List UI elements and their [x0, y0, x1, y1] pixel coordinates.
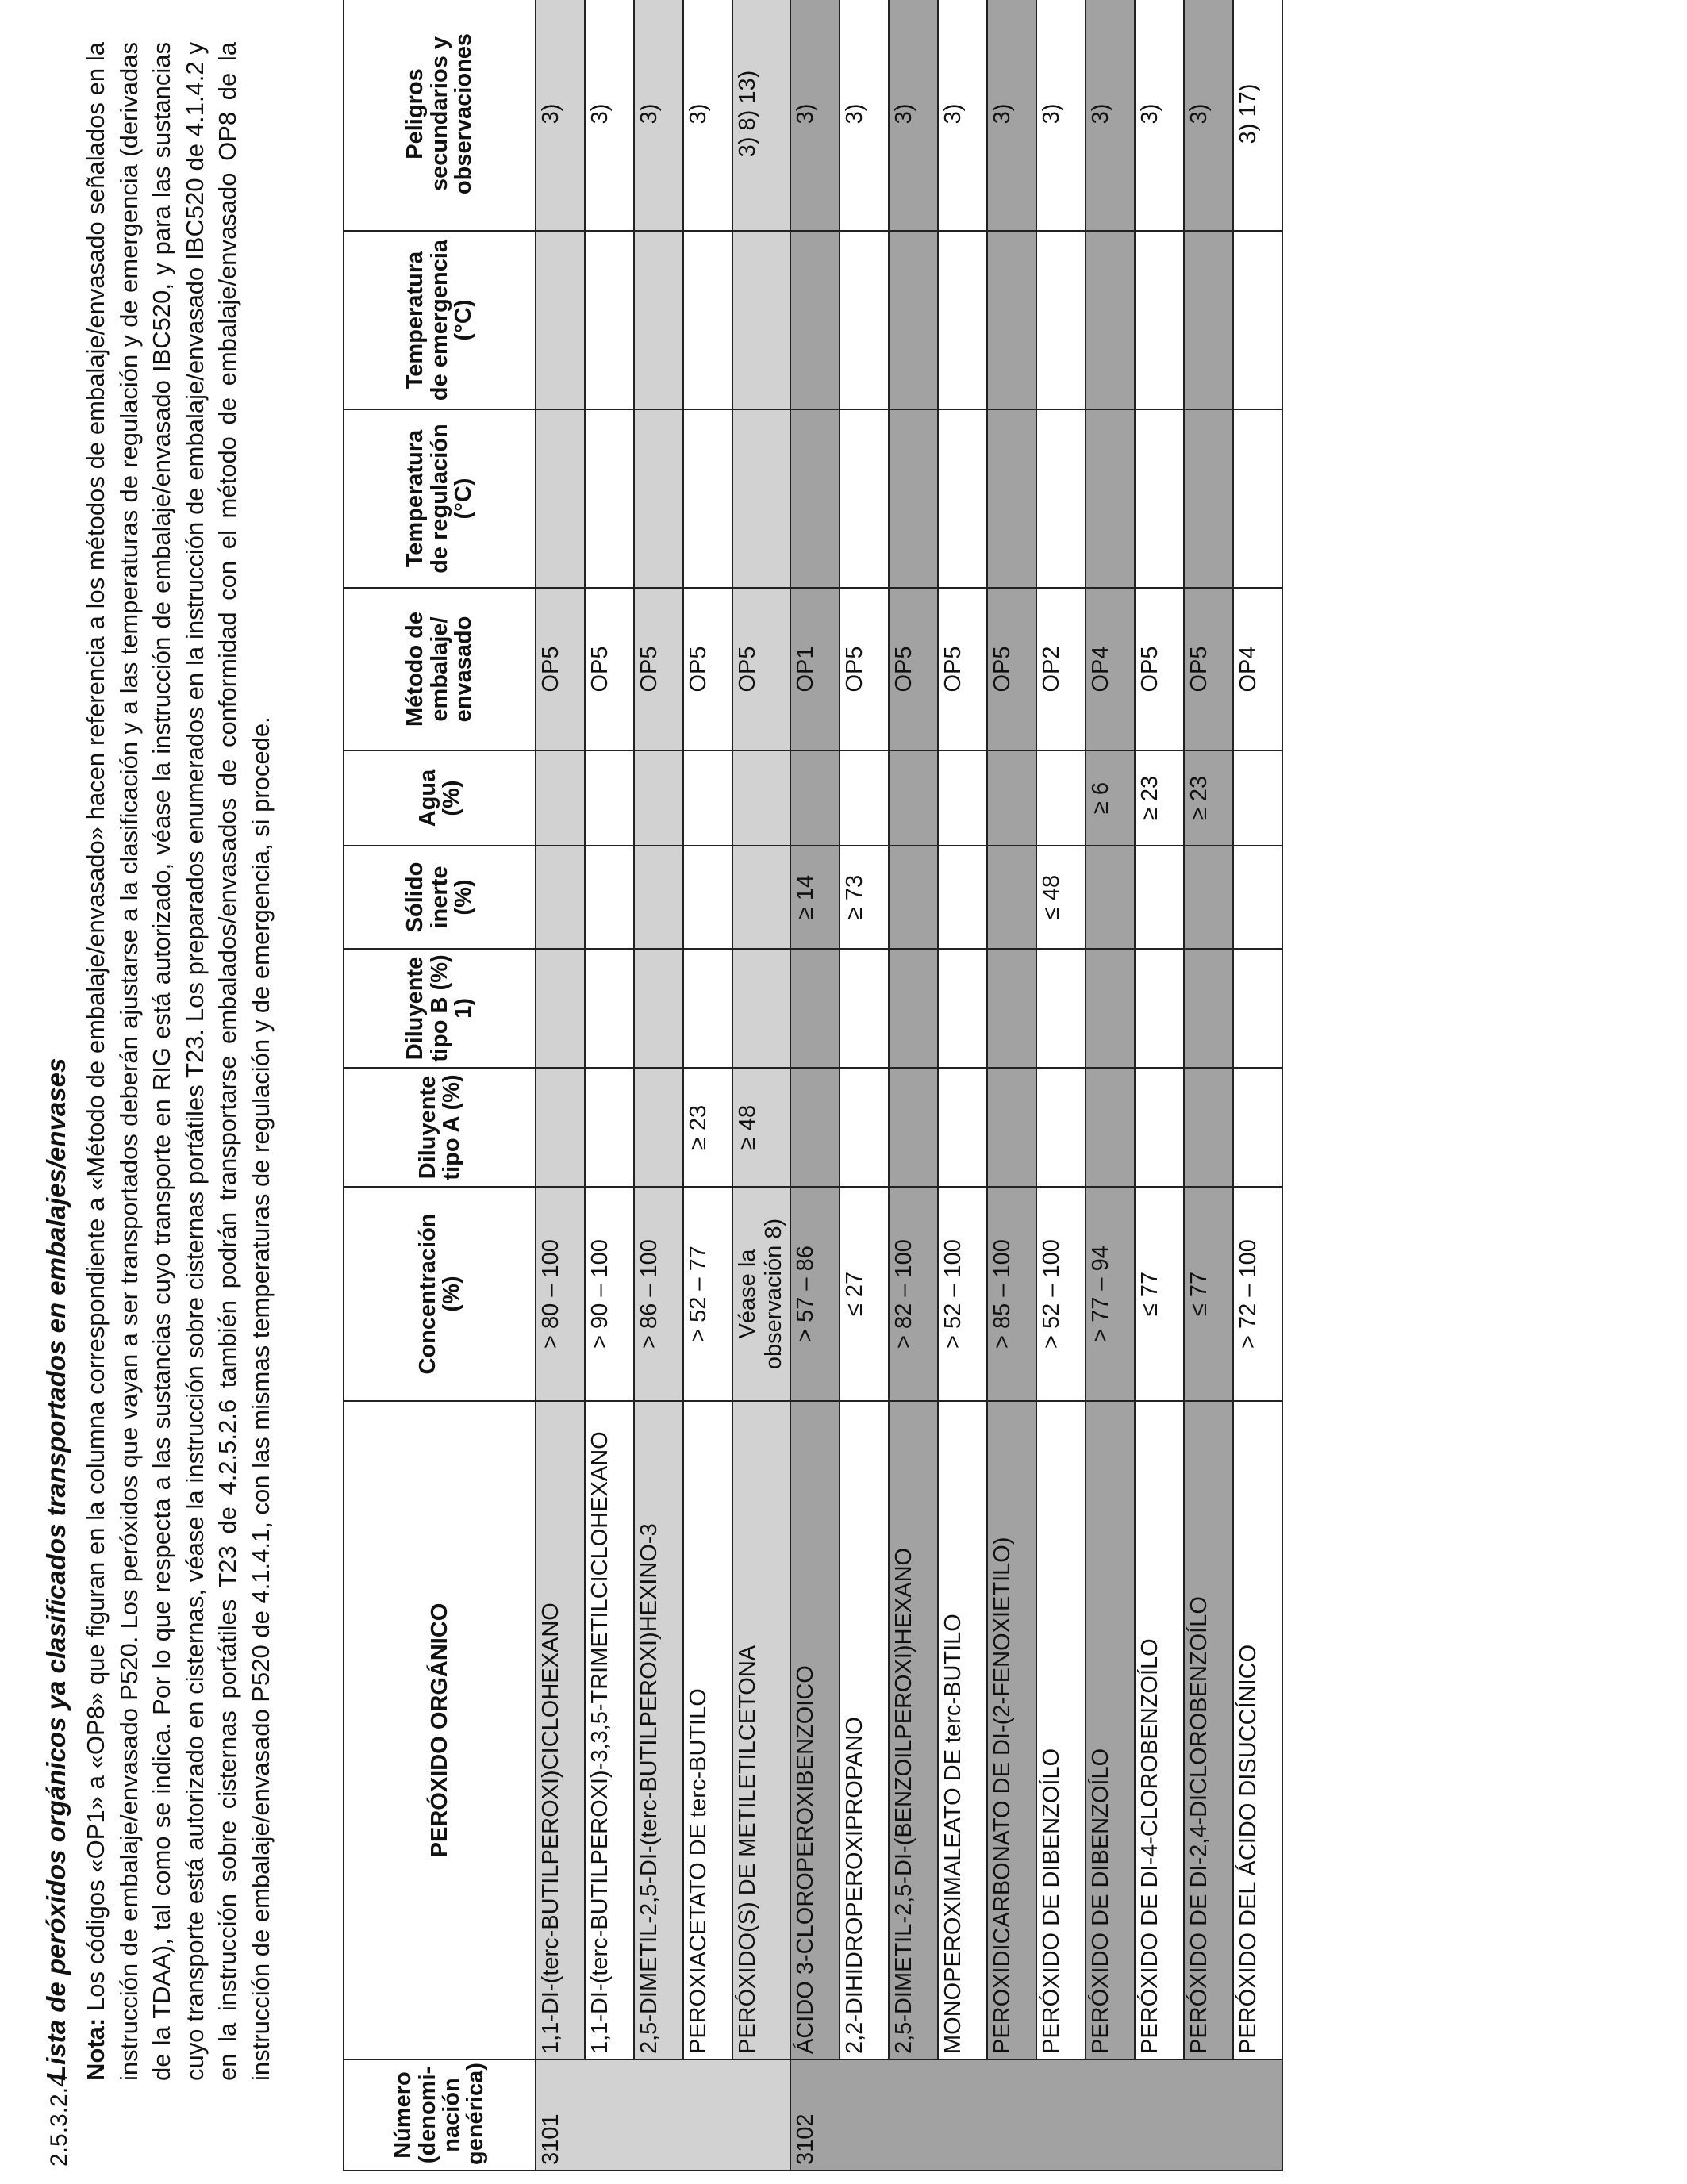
cell-concentration: > 82 – 100	[889, 1187, 938, 1401]
cell-concentration: > 72 – 100	[1233, 1187, 1282, 1401]
cell-water	[683, 750, 732, 846]
cell-diluent-b	[1036, 949, 1086, 1068]
cell-concentration: ≤ 77	[1135, 1187, 1184, 1401]
cell-number: 3102	[790, 2059, 840, 2171]
cell-packing-method: OP5	[585, 588, 634, 750]
cell-packing-method: OP5	[889, 588, 938, 750]
cell-peroxide: PERÓXIDO DE DI-4-CLOROBENZOÍLO	[1135, 1401, 1184, 2059]
cell-diluent-b	[683, 949, 732, 1068]
header-packing-method: Método de embalaje/ envasado	[344, 588, 536, 750]
cell-number	[634, 2059, 683, 2171]
cell-inert-solid: ≤ 48	[1036, 846, 1086, 949]
table-body	[536, 0, 1282, 2171]
cell-emergency-temp	[732, 231, 790, 409]
cell-emergency-temp	[1233, 231, 1282, 409]
cell-number	[1233, 2059, 1282, 2171]
cell-concentration: > 85 – 100	[987, 1187, 1036, 1401]
cell-peroxide: PEROXIDICARBONATO DE DI-(2-FENOXIETILO)	[987, 1401, 1036, 2059]
cell-water	[790, 750, 840, 846]
cell-control-temp	[1086, 409, 1135, 588]
cell-packing-method: OP5	[536, 588, 585, 750]
cell-number	[1036, 2059, 1086, 2171]
cell-concentration: > 90 – 100	[585, 1187, 634, 1401]
cell-packing-method: OP5	[1135, 588, 1184, 750]
cell-observations: 3) 17)	[1233, 0, 1282, 231]
cell-control-temp	[732, 409, 790, 588]
cell-packing-method: OP5	[634, 588, 683, 750]
cell-observations: 3)	[987, 0, 1036, 231]
cell-diluent-b	[938, 949, 987, 1068]
table-row	[1135, 0, 1184, 2171]
cell-emergency-temp	[1036, 231, 1086, 409]
cell-number: 3101	[536, 2059, 585, 2171]
cell-emergency-temp	[585, 231, 634, 409]
cell-control-temp	[585, 409, 634, 588]
cell-diluent-a	[1184, 1068, 1233, 1187]
cell-emergency-temp	[536, 231, 585, 409]
cell-packing-method: OP5	[938, 588, 987, 750]
cell-emergency-temp	[790, 231, 840, 409]
cell-concentration: > 86 – 100	[634, 1187, 683, 1401]
cell-diluent-a: ≥ 48	[732, 1068, 790, 1187]
cell-inert-solid	[987, 846, 1036, 949]
table-row	[683, 0, 732, 2171]
header-number: Número (denomi-nación genérica)	[344, 2059, 536, 2171]
cell-inert-solid	[634, 846, 683, 949]
header-emergency-temp: Temperatura de emergencia (°C)	[344, 231, 536, 409]
cell-water: ≥ 6	[1086, 750, 1135, 846]
cell-number	[987, 2059, 1036, 2171]
cell-inert-solid	[732, 846, 790, 949]
cell-water: ≥ 23	[1184, 750, 1233, 846]
cell-water	[634, 750, 683, 846]
header-observations: Peligros secundarios y observaciones	[344, 0, 536, 231]
cell-concentration: > 52 – 100	[938, 1187, 987, 1401]
cell-control-temp	[840, 409, 889, 588]
cell-observations: 3)	[1135, 0, 1184, 231]
cell-concentration: > 77 – 94	[1086, 1187, 1135, 1401]
cell-water	[889, 750, 938, 846]
cell-water	[732, 750, 790, 846]
cell-observations: 3) 8) 13)	[732, 0, 790, 231]
cell-water	[840, 750, 889, 846]
cell-number	[683, 2059, 732, 2171]
cell-diluent-b	[790, 949, 840, 1068]
cell-number	[1135, 2059, 1184, 2171]
cell-control-temp	[889, 409, 938, 588]
cell-peroxide: PERÓXIDO DE DIBENZOÍLO	[1086, 1401, 1135, 2059]
cell-packing-method: OP5	[1184, 588, 1233, 750]
peroxide-table	[343, 0, 1283, 2171]
cell-packing-method: OP5	[987, 588, 1036, 750]
cell-control-temp	[1233, 409, 1282, 588]
cell-control-temp	[1135, 409, 1184, 588]
cell-diluent-a	[1036, 1068, 1086, 1187]
cell-packing-method: OP4	[1233, 588, 1282, 750]
cell-packing-method: OP4	[1086, 588, 1135, 750]
cell-control-temp	[634, 409, 683, 588]
header-peroxide: PERÓXIDO ORGÁNICO	[344, 1401, 536, 2059]
table-header-row	[344, 0, 536, 2171]
cell-inert-solid	[585, 846, 634, 949]
cell-peroxide: MONOPEROXIMALEATO DE terc-BUTILO	[938, 1401, 987, 2059]
cell-emergency-temp	[1184, 231, 1233, 409]
table-row	[585, 0, 634, 2171]
table-row	[1184, 0, 1233, 2171]
cell-observations: 3)	[634, 0, 683, 231]
cell-packing-method: OP1	[790, 588, 840, 750]
table-row	[889, 0, 938, 2171]
cell-emergency-temp	[1086, 231, 1135, 409]
cell-peroxide: PERÓXIDO DEL ÁCIDO DISUCCÍNICO	[1233, 1401, 1282, 2059]
cell-inert-solid: ≥ 14	[790, 846, 840, 949]
table-row	[1233, 0, 1282, 2171]
cell-concentration: > 52 – 77	[683, 1187, 732, 1401]
cell-diluent-a	[938, 1068, 987, 1187]
cell-packing-method: OP5	[840, 588, 889, 750]
cell-concentration: > 52 – 100	[1036, 1187, 1086, 1401]
cell-diluent-a	[1135, 1068, 1184, 1187]
cell-number	[1086, 2059, 1135, 2171]
cell-peroxide: 1,1-DI-(terc-BUTILPEROXI)-3,3,5-TRIMETILCICLOHEXANO	[585, 1401, 634, 2059]
cell-diluent-a	[634, 1068, 683, 1187]
cell-water	[536, 750, 585, 846]
cell-observations: 3)	[938, 0, 987, 231]
table-row	[840, 0, 889, 2171]
cell-water	[1233, 750, 1282, 846]
cell-packing-method: OP5	[732, 588, 790, 750]
cell-observations: 3)	[536, 0, 585, 231]
cell-diluent-b	[536, 949, 585, 1068]
cell-concentration: ≤ 77	[1184, 1187, 1233, 1401]
table-row	[732, 0, 790, 2171]
cell-diluent-b	[889, 949, 938, 1068]
cell-control-temp	[1184, 409, 1233, 588]
cell-diluent-a	[889, 1068, 938, 1187]
cell-peroxide: PEROXIACETATO DE terc-BUTILO	[683, 1401, 732, 2059]
cell-inert-solid	[889, 846, 938, 949]
cell-packing-method: OP5	[683, 588, 732, 750]
cell-concentration: > 57 – 86	[790, 1187, 840, 1401]
cell-inert-solid	[1233, 846, 1282, 949]
cell-water: ≥ 23	[1135, 750, 1184, 846]
cell-diluent-a	[536, 1068, 585, 1187]
cell-water	[585, 750, 634, 846]
cell-control-temp	[1036, 409, 1086, 588]
cell-control-temp	[683, 409, 732, 588]
cell-emergency-temp	[938, 231, 987, 409]
section-number: 2.5.3.2.4	[46, 2074, 72, 2167]
cell-diluent-a	[585, 1068, 634, 1187]
cell-emergency-temp	[840, 231, 889, 409]
cell-emergency-temp	[1135, 231, 1184, 409]
cell-diluent-a	[987, 1068, 1036, 1187]
cell-observations: 3)	[1184, 0, 1233, 231]
cell-inert-solid: ≥ 73	[840, 846, 889, 949]
cell-inert-solid	[1086, 846, 1135, 949]
cell-concentration: ≤ 27	[840, 1187, 889, 1401]
note-paragraph	[79, 42, 278, 2081]
cell-diluent-b	[840, 949, 889, 1068]
cell-emergency-temp	[987, 231, 1036, 409]
cell-packing-method: OP2	[1036, 588, 1086, 750]
cell-observations: 3)	[840, 0, 889, 231]
cell-observations: 3)	[585, 0, 634, 231]
note-text: Los códigos «OP1» a «OP8» que figuran en la columna correspondiente a «Método de embalaje/envasado» hacen referencia a los métodos de embalaje/envasado señalados en la instrucción de embalaje/envasado P520. Los peróxidos que vayan a ser transportados deberán ajustarse a la clasificación y a las temperaturas de regulación y de emergencia (derivadas de la TDAA), tal como se indica. Por lo que respecta a las sustancias cuyo transporte en RIG está autorizado, véase la instrucción de embalaje/envasado IBC520, y para las sustancias cuyo transporte está autorizado en cisternas, véase la instrucción sobre cisternas portátiles T23. Los preparados enumerados en la instrucción de embalaje/envasado IBC520 de 4.1.4.2 y en la instrucción sobre cisternas portátiles T23 de 4.2.5.2.6 también podrán transportarse embalados/envasados de conformidad con el método de embalaje/envasado OP8 de la instrucción de embalaje/envasado P520 de 4.1.4.1, con las mismas temperaturas de regulación y de emergencia, si procede.	[82, 42, 275, 2081]
table-row	[1036, 0, 1086, 2171]
header-control-temp: Temperatura de regulación (°C)	[344, 409, 536, 588]
cell-observations: 3)	[790, 0, 840, 231]
cell-diluent-a	[840, 1068, 889, 1187]
header-diluent-b: Diluyente tipo B (%) 1)	[344, 949, 536, 1068]
table-row	[634, 0, 683, 2171]
header-diluent-a: Diluyente tipo A (%)	[344, 1068, 536, 1187]
cell-control-temp	[938, 409, 987, 588]
cell-water	[1036, 750, 1086, 846]
cell-emergency-temp	[683, 231, 732, 409]
cell-peroxide: PERÓXIDO(S) DE METILETILCETONA	[732, 1401, 790, 2059]
cell-inert-solid	[938, 846, 987, 949]
cell-observations: 3)	[683, 0, 732, 231]
cell-diluent-b	[732, 949, 790, 1068]
cell-control-temp	[790, 409, 840, 588]
cell-peroxide: 2,5-DIMETIL-2,5-DI-(BENZOILPEROXI)HEXANO	[889, 1401, 938, 2059]
cell-peroxide: PERÓXIDO DE DIBENZOÍLO	[1036, 1401, 1086, 2059]
table-row	[536, 0, 585, 2171]
table-row	[1086, 0, 1135, 2171]
cell-diluent-b	[585, 949, 634, 1068]
cell-diluent-a	[1086, 1068, 1135, 1187]
cell-diluent-b	[634, 949, 683, 1068]
cell-diluent-a	[790, 1068, 840, 1187]
cell-observations: 3)	[1036, 0, 1086, 231]
cell-inert-solid	[683, 846, 732, 949]
cell-number	[1184, 2059, 1233, 2171]
cell-peroxide: ÁCIDO 3-CLOROPEROXIBENZOICO	[790, 1401, 840, 2059]
cell-diluent-b	[1233, 949, 1282, 1068]
cell-peroxide: 2,2-DIHIDROPEROXIPROPANO	[840, 1401, 889, 2059]
cell-observations: 3)	[889, 0, 938, 231]
cell-number	[585, 2059, 634, 2171]
cell-diluent-a: ≥ 23	[683, 1068, 732, 1187]
cell-concentration: > 80 – 100	[536, 1187, 585, 1401]
cell-inert-solid	[536, 846, 585, 949]
cell-water	[987, 750, 1036, 846]
cell-diluent-a	[1233, 1068, 1282, 1187]
cell-concentration: Véase la observación 8)	[732, 1187, 790, 1401]
cell-diluent-b	[1184, 949, 1233, 1068]
cell-diluent-b	[1086, 949, 1135, 1068]
section-title: Lista de peróxidos orgánicos ya clasificados transportados en embalajes/envases	[41, 1057, 71, 2081]
table-row	[938, 0, 987, 2171]
cell-emergency-temp	[889, 231, 938, 409]
cell-inert-solid	[1135, 846, 1184, 949]
cell-peroxide: PERÓXIDO DE DI-2,4-DICLOROBENZOÍLO	[1184, 1401, 1233, 2059]
cell-observations: 3)	[1086, 0, 1135, 231]
cell-number	[840, 2059, 889, 2171]
table-row	[790, 0, 840, 2171]
cell-number	[938, 2059, 987, 2171]
cell-number	[732, 2059, 790, 2171]
cell-diluent-b	[987, 949, 1036, 1068]
header-inert-solid: Sólido inerte (%)	[344, 846, 536, 949]
header-concentration: Concentración (%)	[344, 1187, 536, 1401]
note-label: Nota:	[82, 2017, 110, 2081]
cell-peroxide: 1,1-DI-(terc-BUTILPEROXI)CICLOHEXANO	[536, 1401, 585, 2059]
cell-diluent-b	[1135, 949, 1184, 1068]
cell-control-temp	[536, 409, 585, 588]
cell-peroxide: 2,5-DIMETIL-2,5-DI-(terc-BUTILPEROXI)HEXINO-3	[634, 1401, 683, 2059]
header-water: Agua (%)	[344, 750, 536, 846]
cell-emergency-temp	[634, 231, 683, 409]
cell-inert-solid	[1184, 846, 1233, 949]
cell-control-temp	[987, 409, 1036, 588]
cell-number	[889, 2059, 938, 2171]
cell-water	[938, 750, 987, 846]
table-row	[987, 0, 1036, 2171]
